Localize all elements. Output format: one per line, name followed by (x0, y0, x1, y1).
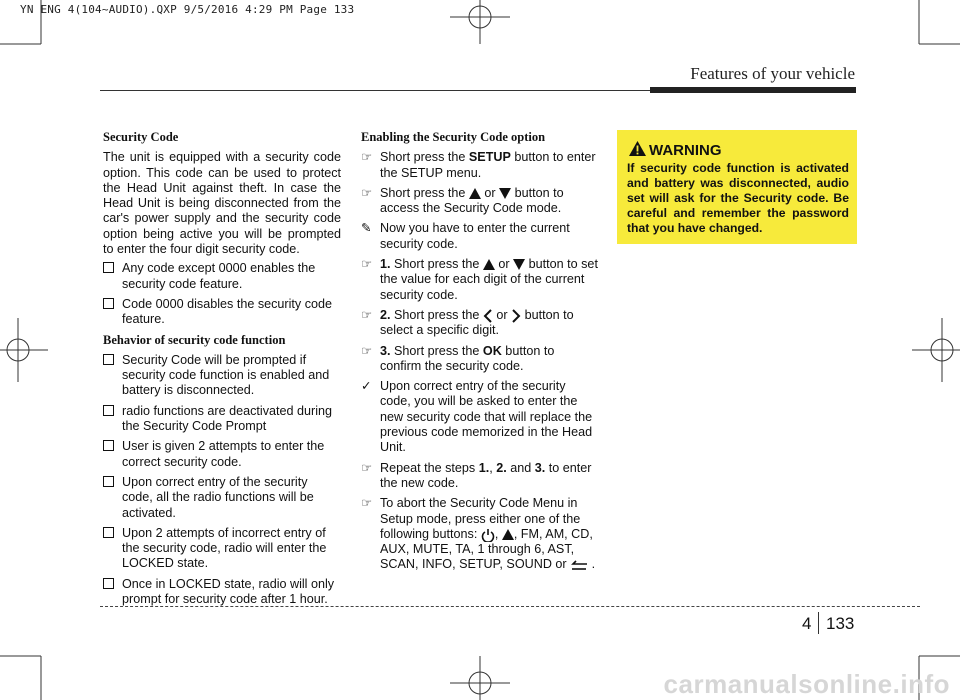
header-rule-thick (650, 87, 856, 93)
checkbox-icon (103, 297, 119, 312)
checkbox-icon (103, 261, 119, 276)
up-triangle-icon (502, 529, 514, 540)
checkbox-icon (103, 439, 119, 454)
checkbox-icon (103, 353, 119, 368)
section-heading: Security Code (103, 130, 179, 144)
checkmark-icon: ✓ (361, 379, 372, 394)
list-item: radio functions are deactivated during the Security Code Prompt (103, 404, 341, 435)
warning-title: WARNING (649, 142, 722, 159)
list-item: Upon correct entry of the security code, all the radio functions will be activated. (103, 475, 341, 521)
section-heading: Behavior of security code function (103, 332, 286, 347)
step-item: ☞ 3. Short press the OK button to confirm the security code. (361, 343, 555, 373)
step-item: ☞ Short press the or button to access the Security Code mode. (361, 185, 564, 216)
finger-pointer-icon: ☞ (361, 150, 373, 165)
finger-pointer-icon: ☞ (361, 496, 373, 511)
list-item: Code 0000 disables the security code feature. (103, 297, 341, 328)
finger-pointer-icon: ☞ (361, 185, 373, 200)
print-header: YN ENG 4(104~AUDIO).QXP 9/5/2016 4:29 PM Page 133 (20, 3, 355, 16)
up-triangle-icon (469, 188, 481, 199)
checkbox-icon (103, 526, 119, 541)
step-item: ✓ Upon correct entry of the security code, you will be asked to enter the new security code that will replace the previous code memorized in the Head Unit. (361, 379, 593, 455)
column-security-code (103, 130, 341, 612)
step-item: ☞ 2. Short press the or button to select a specific digit. (361, 307, 574, 338)
down-triangle-icon (499, 188, 511, 199)
registration-mark (912, 318, 960, 382)
step-item: ☞ Short press the SETUP button to enter the SETUP menu. (361, 150, 596, 180)
column-enabling (361, 130, 599, 578)
list-item: Once in LOCKED state, radio will only prompt for security code after 1 hour. (103, 577, 341, 608)
pencil-icon: ✎ (361, 221, 372, 236)
intro-paragraph: The unit is equipped with a security code option. This code can be used to protect the Head Unit against theft. In case the Head Unit is being disconnected from the car's power supply and the security code option being active you will be prompted to enter the four digit security code. (103, 150, 341, 257)
warning-triangle-icon (629, 141, 646, 156)
list-item: Upon 2 attempts of incorrect entry of the security code, radio will enter the LOCKED state. (103, 526, 341, 572)
right-chevron-icon (511, 309, 521, 323)
step-item: ☞ To abort the Security Code Menu in Setup mode, press either one of the following buttons: , , FM, AM, CD, AUX, MUTE, TA, 1 through 6, AST, SCAN, INFO, SETUP, SOUND or . (361, 496, 596, 572)
chapter-number: 4 (802, 614, 812, 633)
step-item: ☞ 1. Short press the or button to set the value for each digit of the current security code. (361, 257, 598, 302)
warning-body: If security code function is activated and battery was disconnected, audio set will ask for the Security code. Be careful and remember the password that you have changed. (627, 161, 849, 235)
page-number-divider (818, 612, 819, 634)
finger-pointer-icon: ☞ (361, 343, 373, 358)
step-item: ✎ Now you have to enter the current security code. (361, 221, 570, 251)
list-item: User is given 2 attempts to enter the correct security code. (103, 439, 341, 470)
registration-mark (0, 318, 48, 382)
checkbox-icon (103, 577, 119, 592)
back-arrow-icon (570, 560, 588, 571)
registration-mark (450, 0, 510, 44)
finger-pointer-icon: ☞ (361, 257, 373, 272)
checkbox-icon (103, 475, 119, 490)
up-triangle-icon (483, 259, 495, 270)
header-rule (100, 90, 680, 91)
section-heading: Enabling the Security Code option (361, 130, 546, 144)
step-item: ☞ Repeat the steps 1., 2. and 3. to enter the new code. (361, 460, 592, 490)
watermark: carmanualsonline.info (663, 669, 950, 699)
finger-pointer-icon: ☞ (361, 460, 373, 475)
list-item: Security Code will be prompted if security code function is enabled and battery is disconnected. (103, 353, 341, 399)
finger-pointer-icon: ☞ (361, 307, 373, 322)
page-number: 133 (826, 614, 855, 633)
registration-mark (450, 656, 510, 700)
down-triangle-icon (513, 259, 525, 270)
left-chevron-icon (483, 309, 493, 323)
checkbox-icon (103, 404, 119, 419)
power-icon (481, 528, 495, 542)
running-title: Features of your vehicle (690, 64, 855, 83)
footer-dashed-rule (100, 606, 920, 607)
list-item: Any code except 0000 enables the security code feature. (103, 261, 341, 292)
warning-box (617, 130, 857, 244)
